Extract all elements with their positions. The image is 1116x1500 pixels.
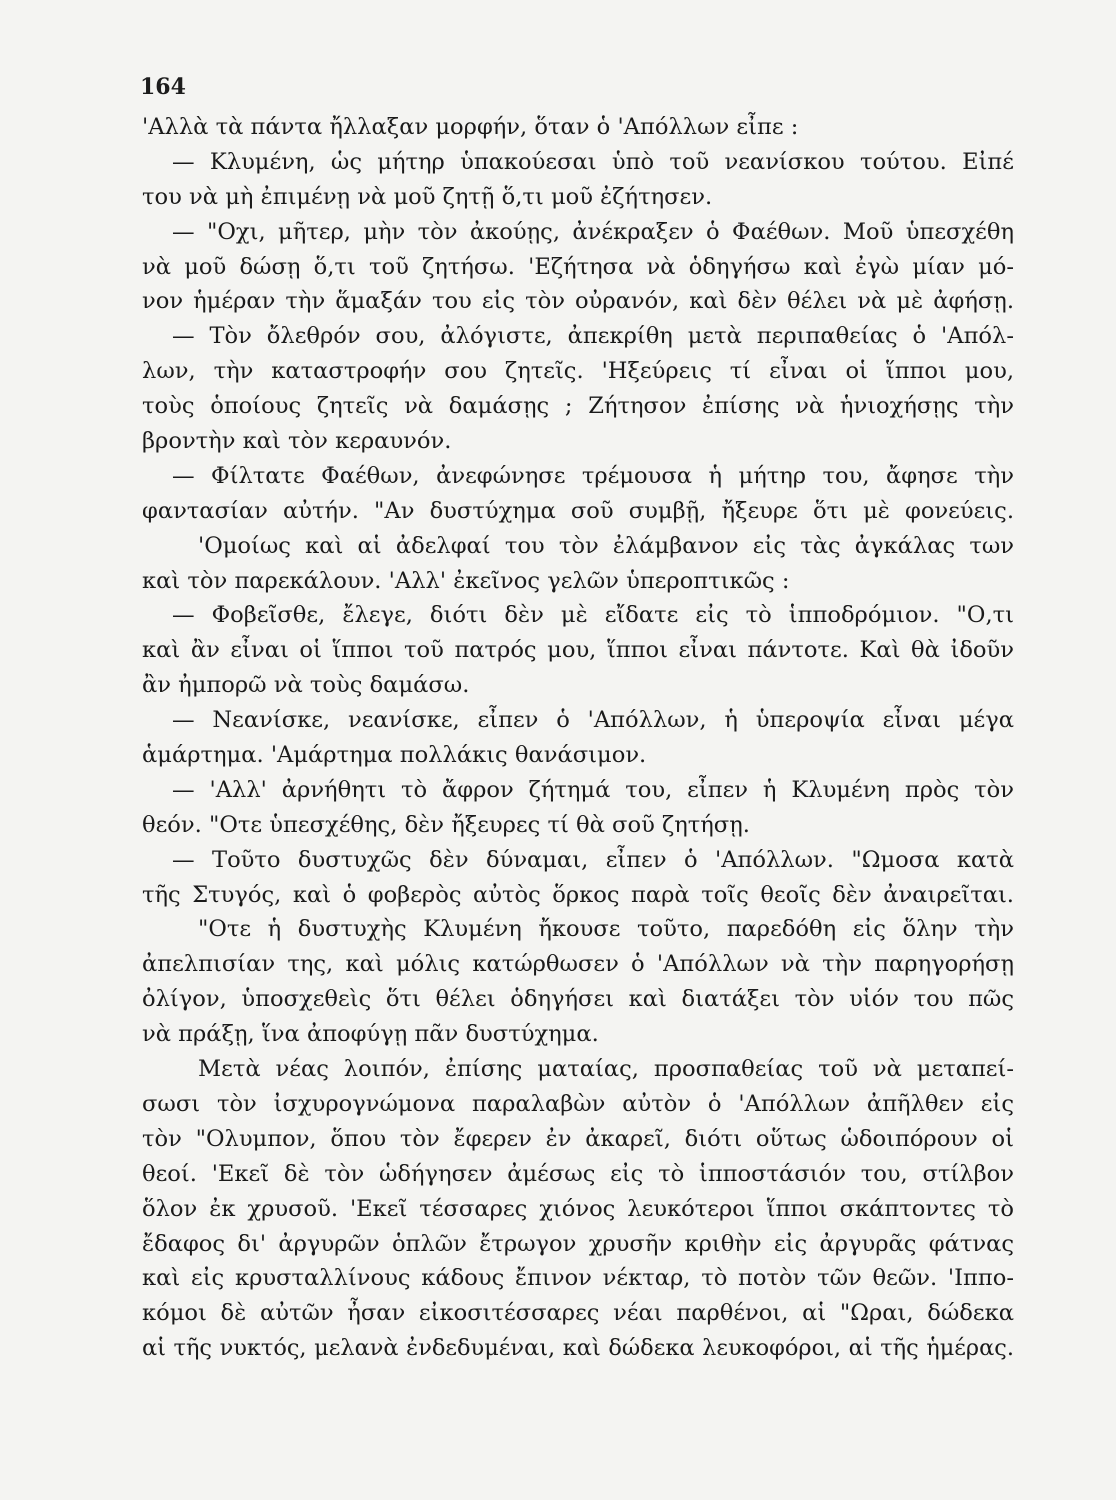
text-line: νὰ μοῦ δώσῃ ὅ,τι τοῦ ζητήσω. 'Εζήτησα νὰ ὁδηγήσω καὶ ἐγὼ μίαν μό-: [142, 253, 1014, 280]
text-line: — Τὸν ὄλεθρόν σου, ἀλόγιστε, ἀπεκρίθη μετὰ περιπαθείας ὁ 'Απόλ-: [172, 323, 1014, 350]
page-text: [142, 110, 1014, 1366]
text-line: φαντασίαν αὐτήν. "Αν δυστύχημα σοῦ συμβῇ, ἤξευρε ὅτι μὲ φονεύεις.: [142, 497, 1014, 524]
text-line: καὶ εἰς κρυσταλλίνους κάδους ἔπινον νέκταρ, τὸ ποτὸν τῶν θεῶν. 'Ιππο-: [142, 1265, 1014, 1292]
text-line: σωσι τὸν ἰσχυρογνώμονα παραλαβὼν αὐτὸν ὁ 'Απόλλων ἀπῆλθεν εἰς: [142, 1090, 1014, 1117]
text-line: θεόν. "Οτε ὑπεσχέθης, δὲν ἤξευρες τί θὰ σοῦ ζητήσῃ.: [142, 811, 750, 838]
text-line: — Τοῦτο δυστυχῶς δὲν δύναμαι, εἶπεν ὁ 'Απόλλων. "Ωμοσα κατὰ: [172, 846, 1014, 873]
text-line: του νὰ μὴ ἐπιμένῃ νὰ μοῦ ζητῇ ὅ,τι μοῦ ἐζήτησεν.: [142, 183, 713, 210]
text-line: τὸν "Ολυμπον, ὅπου τὸν ἔφερεν ἐν ἀκαρεῖ, διότι οὕτως ὡδοιπόρουν οἱ: [142, 1125, 1014, 1152]
text-line: καὶ ἂν εἶναι οἱ ἵπποι τοῦ πατρός μου, ἵπποι εἶναι πάντοτε. Καὶ θὰ ἰδοῦν: [142, 637, 1014, 664]
text-line: — Κλυμένη, ὡς μήτηρ ὑπακούεσαι ὑπὸ τοῦ νεανίσκου τούτου. Εἰπέ: [172, 148, 1014, 175]
text-line: ἂν ἠμπορῶ νὰ τοὺς δαμάσω.: [142, 672, 470, 699]
text-line: ἔδαφος δι' ἀργυρῶν ὁπλῶν ἔτρωγον χρυσῆν κριθὴν εἰς ἀργυρᾶς φάτνας: [142, 1230, 1014, 1257]
text-line: 'Αλλὰ τὰ πάντα ἤλλαξαν μορφήν, ὅταν ὁ 'Απόλλων εἶπε :: [142, 114, 799, 140]
text-line: τοὺς ὁποίους ζητεῖς νὰ δαμάσῃς ; Ζήτησον ἐπίσης νὰ ἡνιοχήσῃς τὴν: [142, 393, 1014, 420]
text-line: βροντὴν καὶ τὸν κεραυνόν.: [142, 428, 452, 455]
text-line: ἀπελπισίαν της, καὶ μόλις κατώρθωσεν ὁ 'Απόλλων νὰ τὴν παρηγορήσῃ: [142, 951, 1014, 978]
text-line: — Νεανίσκε, νεανίσκε, εἶπεν ὁ 'Απόλλων, ἡ ὑπεροψία εἶναι μέγα: [172, 707, 1014, 734]
text-line: κόμοι δὲ αὐτῶν ἦσαν εἰκοσιτέσσαρες νέαι παρθένοι, αἱ "Ωραι, δώδεκα: [142, 1300, 1014, 1327]
text-line: νον ἡμέραν τὴν ἅμαξάν του εἰς τὸν οὐρανόν, καὶ δὲν θέλει νὰ μὲ ἀφήσῃ.: [142, 288, 1014, 315]
text-line: 'Ομοίως καὶ αἱ ἀδελφαί του τὸν ἐλάμβανον εἰς τὰς ἀγκάλας των: [198, 532, 1014, 559]
text-line: ὅλον ἐκ χρυσοῦ. 'Εκεῖ τέσσαρες χιόνος λευκότεροι ἵπποι σκάπτοντες τὸ: [142, 1195, 1014, 1222]
text-line: — Φίλτατε Φαέθων, ἀνεφώνησε τρέμουσα ἡ μήτηρ του, ἄφησε τὴν: [172, 462, 1014, 489]
text-line: — 'Αλλ' ἀρνήθητι τὸ ἄφρον ζήτημά του, εἶπεν ἡ Κλυμένη πρὸς τὸν: [172, 776, 1014, 803]
text-line: — Φοβεῖσθε, ἔλεγε, διότι δὲν μὲ εἴδατε εἰς τὸ ἱπποδρόμιον. "Ο,τι: [172, 602, 1014, 629]
text-line: "Οτε ἡ δυστυχὴς Κλυμένη ἤκουσε τοῦτο, παρεδόθη εἰς ὅλην τὴν: [198, 916, 1014, 943]
text-line: λων, τὴν καταστροφήν σου ζητεῖς. 'Ηξεύρεις τί εἶναι οἱ ἵπποι μου,: [142, 358, 1014, 385]
text-line: — "Οχι, μῆτερ, μὴν τὸν ἀκούῃς, ἀνέκραξεν ὁ Φαέθων. Μοῦ ὑπεσχέθη: [172, 218, 1014, 245]
text-line: ὀλίγον, ὑποσχεθεὶς ὅτι θέλει ὁδηγήσει καὶ διατάξει τὸν υἱόν του πῶς: [142, 986, 1014, 1013]
text-line: αἱ τῆς νυκτός, μελανὰ ἐνδεδυμέναι, καὶ δώδεκα λευκοφόροι, αἱ τῆς ἡμέρας.: [142, 1335, 1014, 1362]
text-line: ἁμάρτημα. 'Αμάρτημα πολλάκις θανάσιμον.: [142, 742, 647, 769]
text-line: τῆς Στυγός, καὶ ὁ φοβερὸς αὐτὸς ὅρκος παρὰ τοῖς θεοῖς δὲν ἀναιρεῖται.: [142, 881, 1014, 908]
text-line: νὰ πράξῃ, ἵνα ἀποφύγῃ πᾶν δυστύχημα.: [142, 1021, 599, 1048]
text-line: θεοί. 'Εκεῖ δὲ τὸν ὡδήγησεν ἀμέσως εἰς τὸ ἱπποστάσιόν του, στίλβον: [142, 1160, 1014, 1187]
page-number: 164: [140, 74, 186, 100]
text-line: καὶ τὸν παρεκάλουν. 'Αλλ' ἐκεῖνος γελῶν ὑπεροπτικῶς :: [142, 567, 790, 594]
text-line: Μετὰ νέας λοιπόν, ἐπίσης ματαίας, προσπαθείας τοῦ νὰ μεταπεί-: [198, 1056, 1014, 1083]
